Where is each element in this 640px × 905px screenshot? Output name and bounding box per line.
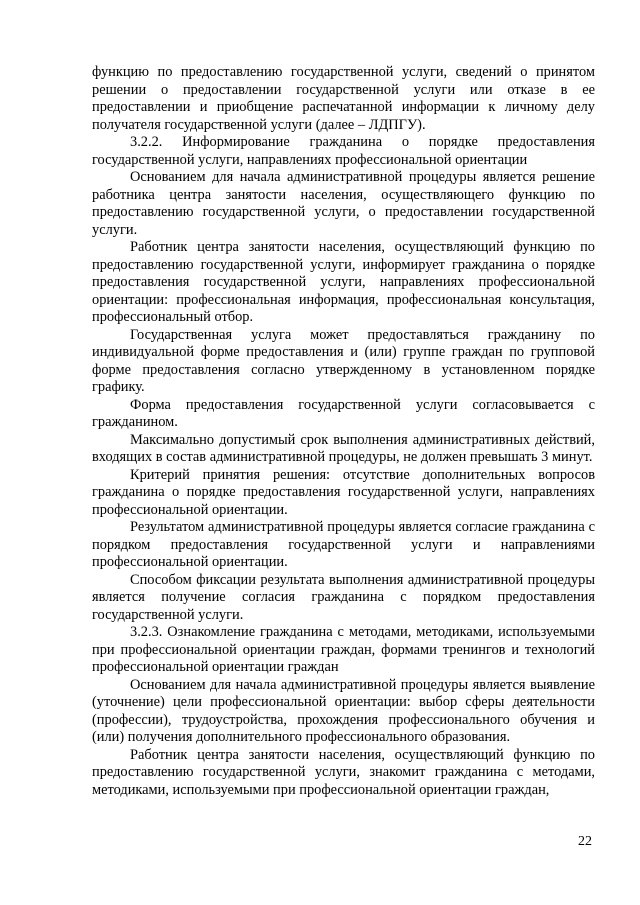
page-number: 22	[578, 834, 592, 849]
paragraph: Форма предоставления государственной услуги согласовывается с гражданином.	[92, 396, 595, 430]
paragraph-continuation: функцию по предоставлению государственной услуги, сведений о принятом решении о предоставлении государственной услуги или отказе в ее предоставлении и приобщение распечатанной информации к личному делу получателя государственной услуги (далее – ЛДПГУ).	[92, 64, 595, 133]
section-heading-3-2-3: 3.2.3. Ознакомление гражданина с методами, методиками, используемыми при профессиональной ориентации граждан, формами тренингов и технологий профессиональной ориентации граждан	[92, 624, 595, 675]
paragraph: Результатом административной процедуры является согласие гражданина с порядком предоставления государственной услуги и направлениями профессиональной ориентации.	[92, 519, 595, 570]
paragraph: Критерий принятия решения: отсутствие дополнительных вопросов гражданина о порядке предоставления государственной услуги, направлениях профессиональной ориентации.	[92, 466, 595, 518]
paragraph: Государственная услуга может предоставляться гражданину по индивидуальной форме предоставления и (или) группе граждан по групповой форме предоставления согласно утвержденному в установленном порядке графику.	[92, 326, 595, 395]
paragraph: Основанием для начала административной процедуры является решение работника центра занятости населения, осуществляющего функцию по предоставлению государственной услуги, о предоставлении государственной услуги.	[92, 169, 595, 238]
paragraph: Основанием для начала административной процедуры является выявление (уточнение) цели профессиональной ориентации: выбор сферы деятельности (профессии), трудоустройства, прохождения профессионального обучения и (или) получения дополнительного профессионального образования.	[92, 676, 595, 745]
paragraph: Работник центра занятости населения, осуществляющий функцию по предоставлению государственной услуги, информирует гражданина о порядке предоставления государственной услуги, направлениях профессиональной ориентации: профессиональная информация, профессиональная консультация, профессиональный отбор.	[92, 239, 595, 325]
paragraph: Работник центра занятости населения, осуществляющий функцию по предоставлению государственной услуги, знакомит гражданина с методами, методиками, используемыми при профессиональной ориентации граждан,	[92, 746, 595, 798]
paragraph: Максимально допустимый срок выполнения административных действий, входящих в состав административной процедуры, не должен превышать 3 минут.	[92, 431, 595, 465]
document-body	[92, 64, 595, 799]
paragraph: Способом фиксации результата выполнения административной процедуры является получение согласия гражданина с порядком предоставления государственной услуги.	[92, 571, 595, 623]
section-heading-3-2-2: 3.2.2. Информирование гражданина о порядке предоставления государственной услуги, направлениях профессиональной ориентации	[92, 134, 595, 168]
